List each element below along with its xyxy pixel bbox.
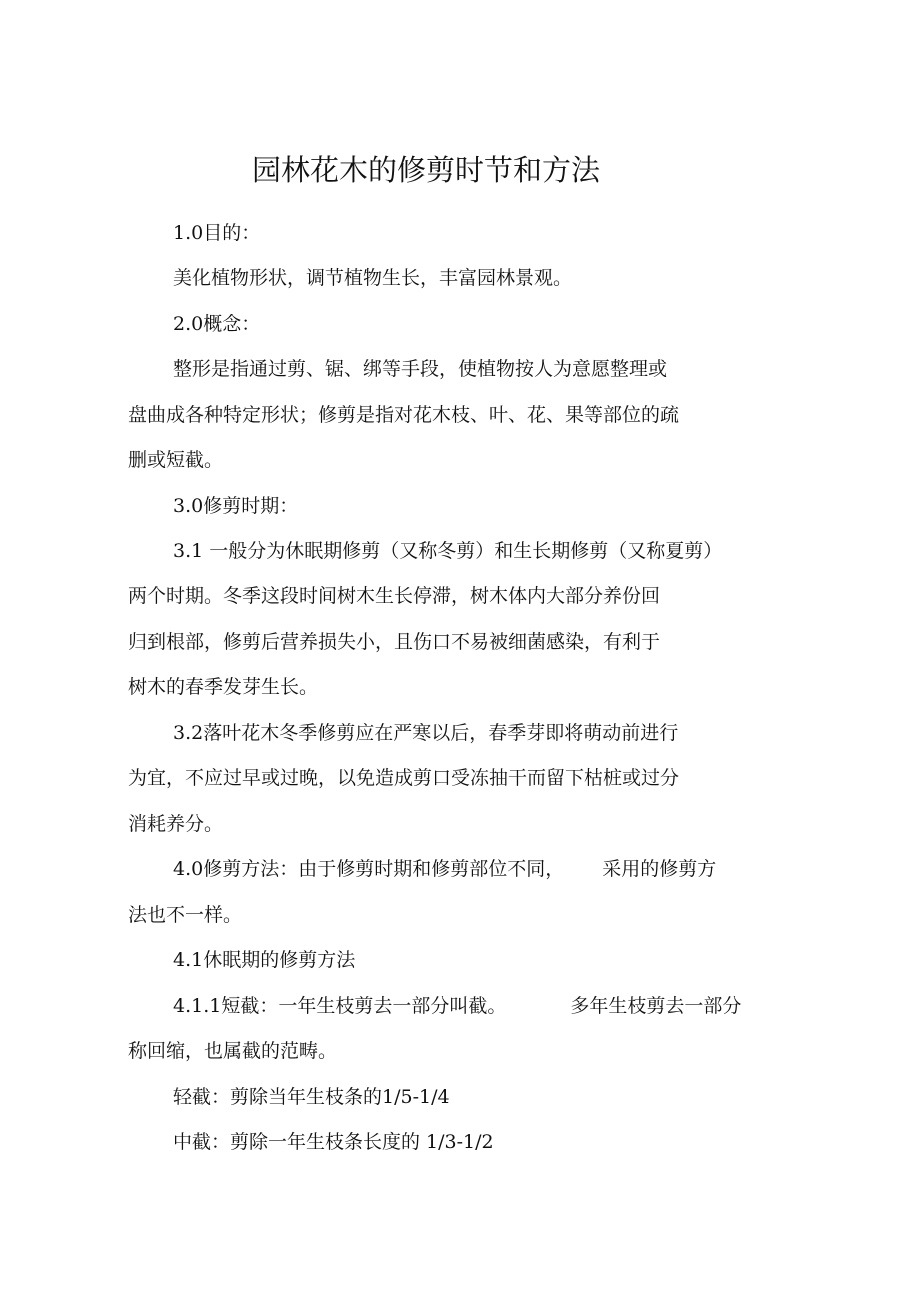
section-4-1-1-line-1-part-b: 多年生枝剪去一部分 xyxy=(570,995,742,1017)
light-cut-definition: 轻截：剪除当年生枝条的1/5-1/4 xyxy=(173,1086,450,1108)
section-3-1-line-2: 两个时期。冬季这段时间树木生长停滞，树木体内大部分养份回 xyxy=(128,585,661,607)
section-3-1-line-3: 归到根部，修剪后营养损失小，且伤口不易被细菌感染，有利于 xyxy=(128,631,661,653)
section-4-1-1-line-2: 称回缩，也属截的范畴。 xyxy=(128,1040,338,1062)
section-4-1-1-line-1-part-a: 4.1.1短截：一年生枝剪去一部分叫截。 xyxy=(173,995,507,1017)
section-4-1-1-line-1 xyxy=(173,994,741,1018)
section-2-paragraph-line-3: 删或短截。 xyxy=(128,449,224,471)
document-title: 园林花木的修剪时节和方法 xyxy=(252,153,601,187)
section-3-2-line-3: 消耗养分。 xyxy=(128,813,224,835)
section-4-line-2: 法也不一样。 xyxy=(128,904,243,926)
section-2-heading: 2.0概念： xyxy=(173,313,261,335)
section-3-heading: 3.0修剪时期： xyxy=(173,495,299,517)
section-1-text: 美化植物形状，调节植物生长，丰富园林景观。 xyxy=(173,267,573,289)
section-2-paragraph-line-1: 整形是指通过剪、锯、绑等手段，使植物按人为意愿整理或 xyxy=(173,358,668,380)
section-3-2-line-2: 为宜，不应过早或过晚，以免造成剪口受冻抽干而留下枯桩或过分 xyxy=(128,767,680,789)
section-1-heading: 1.0目的： xyxy=(173,222,261,244)
section-4-1-heading: 4.1休眠期的修剪方法 xyxy=(173,949,356,971)
section-3-2-line-1: 3.2落叶花木冬季修剪应在严寒以后，春季芽即将萌动前进行 xyxy=(173,722,679,744)
section-4-line-1-part-b: 采用的修剪方 xyxy=(602,858,717,880)
section-4-line-1-part-a: 4.0修剪方法：由于修剪时期和修剪部位不同， xyxy=(173,858,565,880)
section-3-1-line-1: 3.1 一般分为休眠期修剪（又称冬剪）和生长期修剪（又称夏剪） xyxy=(173,540,723,562)
section-3-1-line-4: 树木的春季发芽生长。 xyxy=(128,676,319,698)
section-4-line-1 xyxy=(173,857,716,881)
section-2-paragraph-line-2: 盘曲成各种特定形状；修剪是指对花木枝、叶、花、果等部位的疏 xyxy=(128,404,680,426)
medium-cut-definition: 中截：剪除一年生枝条长度的 1/3-1/2 xyxy=(173,1131,494,1153)
